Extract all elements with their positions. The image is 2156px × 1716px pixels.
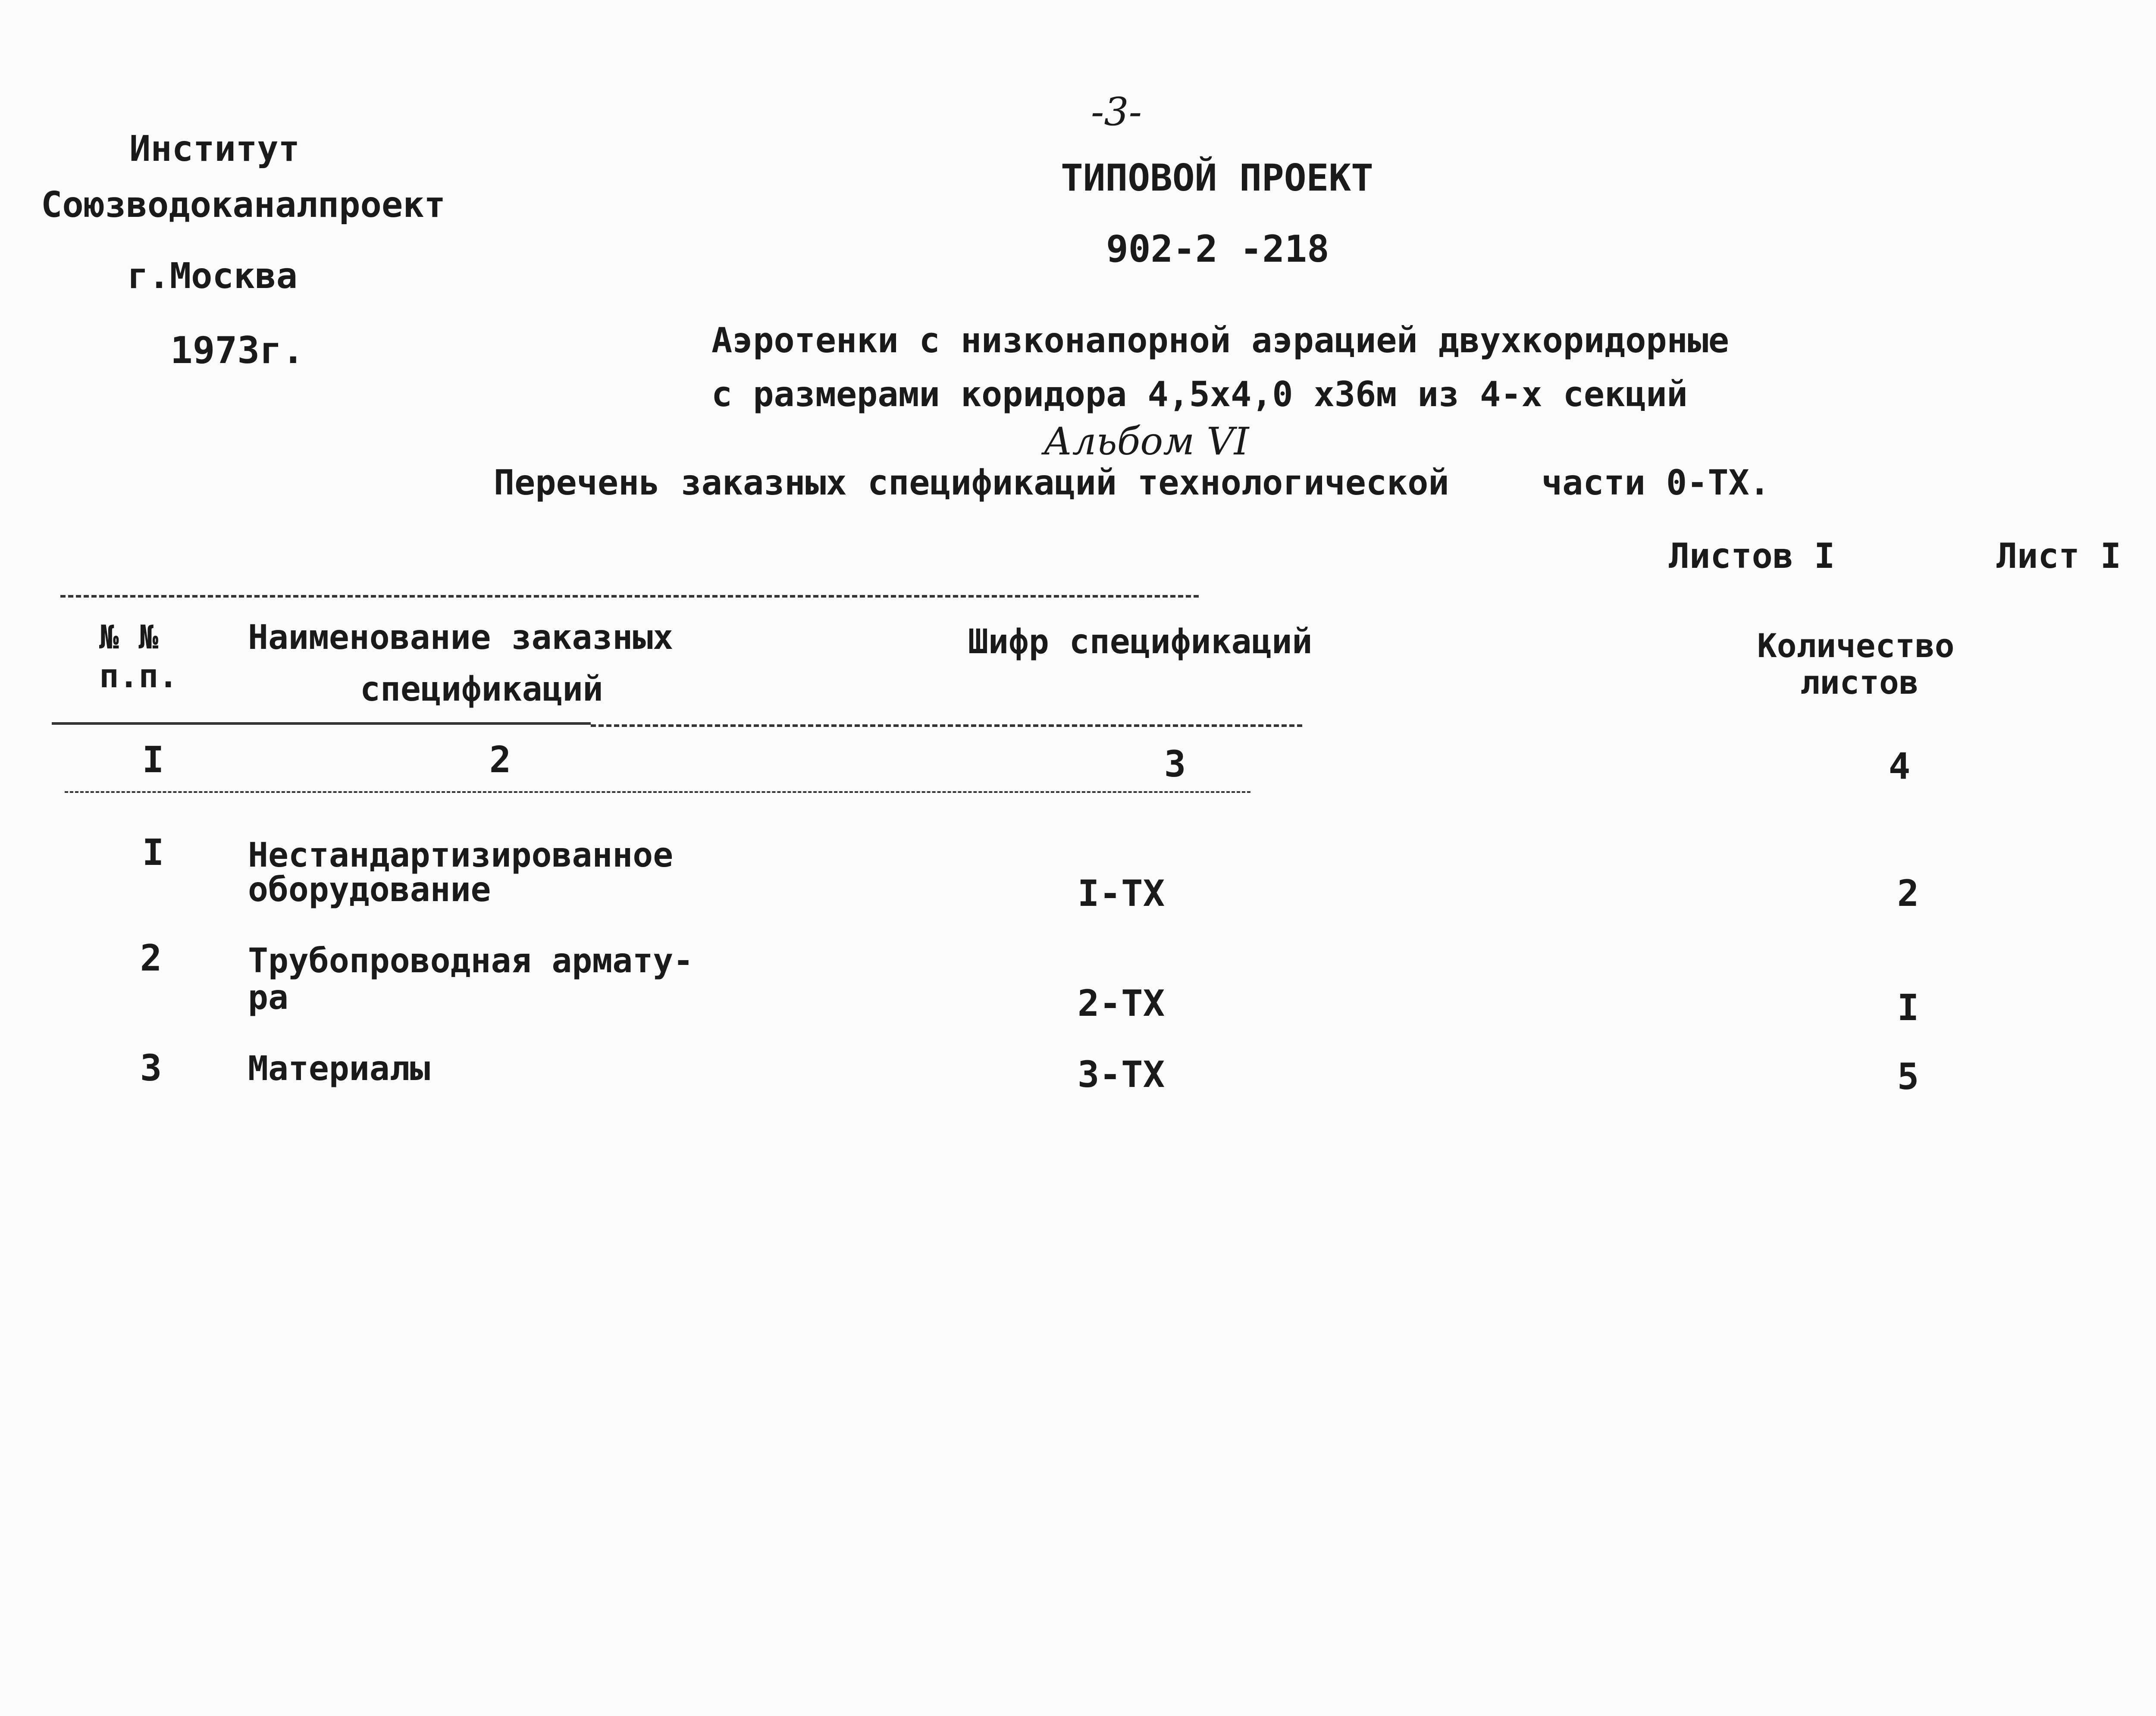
title-line2: с размерами коридора 4,5х4,0 х36м из 4-х секций [711,374,1688,414]
institute-org: Союзводоканалпроект [41,185,445,225]
table-row-2-code: 2-ТХ [1077,982,1165,1024]
header-name-line1: Наименование заказных [248,618,674,657]
header-count-line1: Количество [1757,626,1955,665]
title-part: части 0-ТХ. [1542,463,1770,503]
title-line3: Перечень заказных спецификаций технологической [494,463,1449,503]
header-num-line1: № № [99,618,159,656]
header-code: Шифр спецификаций [968,623,1313,661]
project-number: 902-2 -218 [1106,228,1329,271]
column-numbers-rule [65,791,1250,793]
project-type: ТИПОВОЙ ПРОЕКТ [1061,157,1373,200]
header-name-line2: спецификаций [360,670,603,709]
title-line1: Аэротенки с низконапорной аэрацией двухкоридорные [711,320,1730,360]
column-number-4: 4 [1888,745,1911,787]
table-row-2-count: I [1897,986,1919,1029]
column-number-3: 3 [1164,743,1186,785]
table-row-1-num: I [142,831,164,874]
column-number-2: 2 [489,739,511,781]
header-bottom-rule-cont [591,724,1302,727]
table-row-2-num: 2 [140,937,162,979]
table-row-3-name-line1: Материалы [248,1049,430,1088]
table-row-3-num: 3 [140,1047,162,1089]
institute-city: г.Москва [127,256,298,297]
header-count-line2: листов [1800,663,1919,701]
sheets-total: Листов I [1669,536,1835,576]
sheet-number: Лист I [1996,536,2121,576]
album-label: Альбом VI [1044,419,1249,463]
column-number-1: I [142,739,164,781]
header-bottom-rule [52,722,591,725]
table-row-2-name-line2: ра [248,978,288,1017]
table-row-1-name-line2: оборудование [248,871,491,909]
table-row-1-count: 2 [1897,872,1919,914]
table-row-2-name-line1: Трубопроводная армату- [248,942,694,980]
page-number: -3- [1091,89,1142,135]
header-num-line2: п.п. [99,657,179,695]
table-row-3-count: 5 [1897,1055,1919,1098]
table-row-1-name-line1: Нестандартизированное [248,836,674,875]
institute-name: Институт [129,128,300,169]
table-row-1-code: I-ТХ [1077,872,1165,914]
table-row-3-code: 3-ТХ [1077,1053,1165,1096]
table-top-rule [60,595,1199,598]
institute-year: 1973г. [170,329,304,372]
